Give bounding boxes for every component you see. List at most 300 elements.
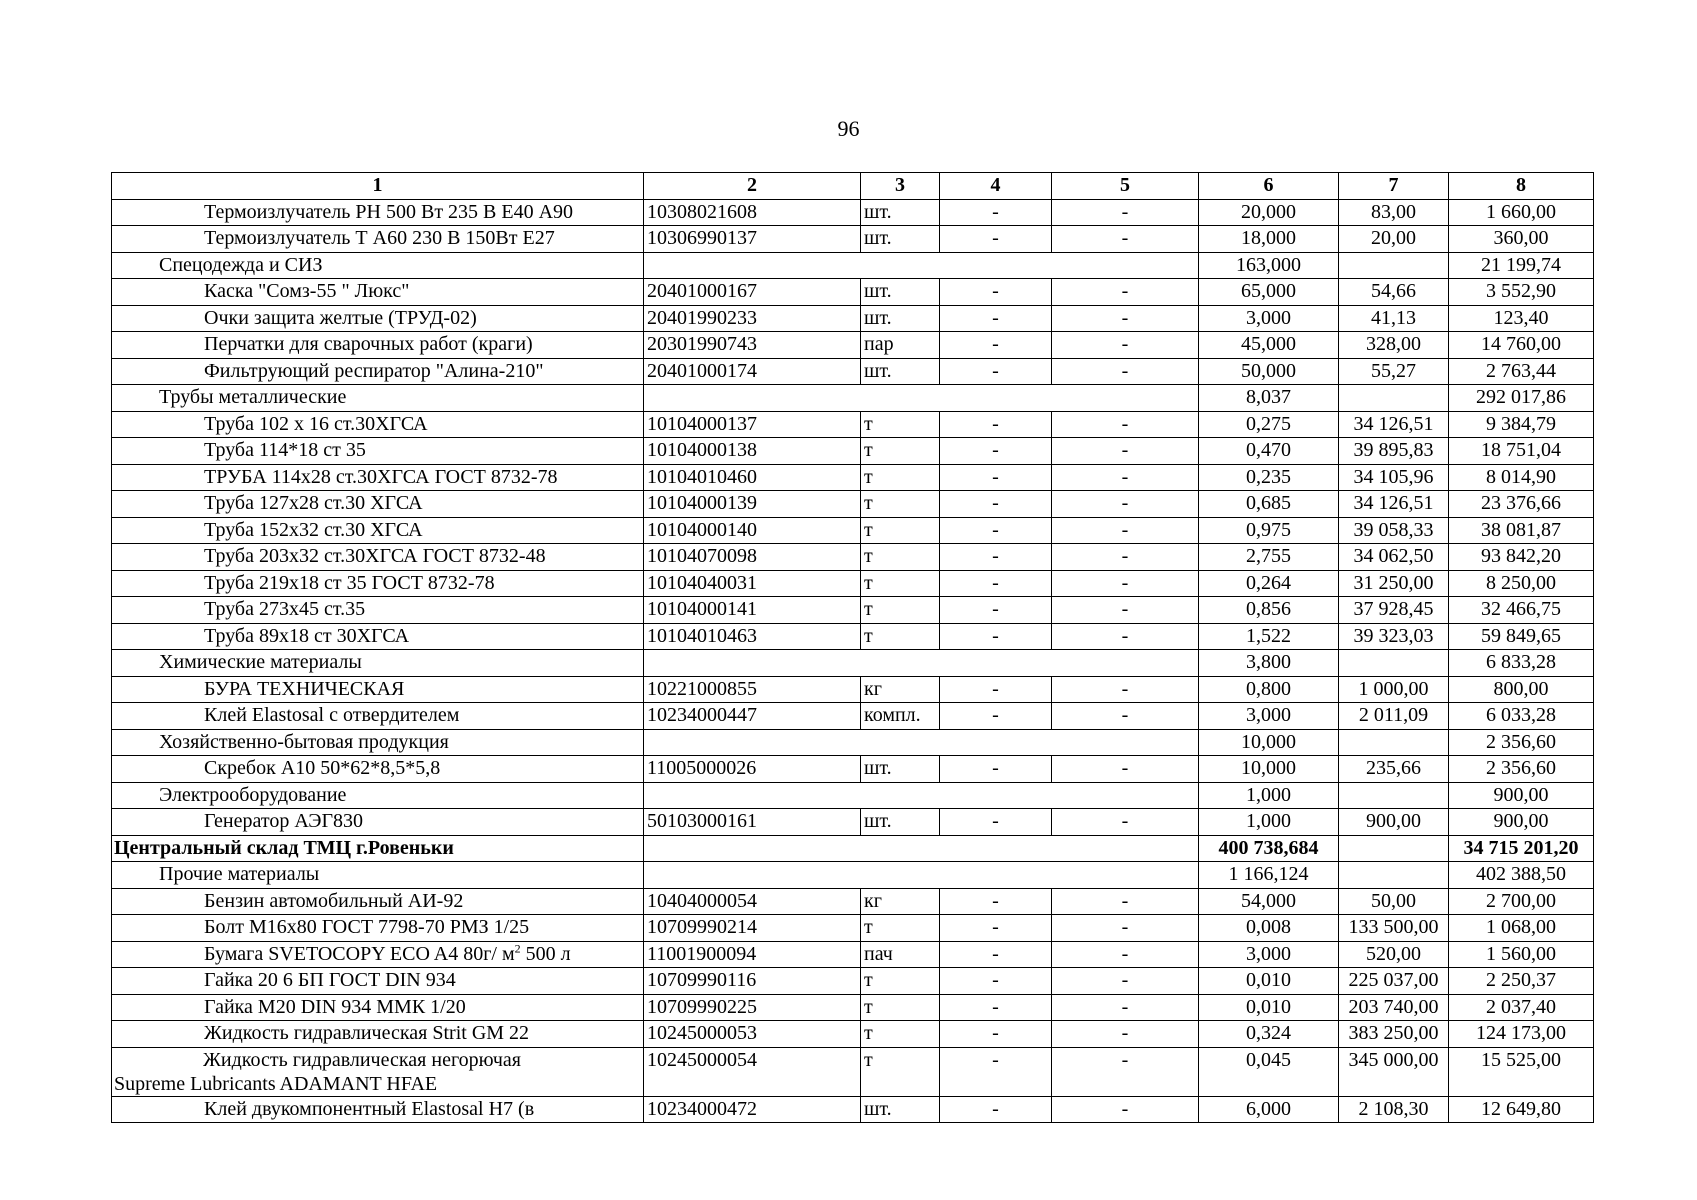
col5-cell: - [1052, 994, 1199, 1021]
item-name-cell: Термоизлучатель РН 500 Вт 235 В Е40 А90 [112, 199, 644, 226]
price-cell [1339, 252, 1449, 279]
group-row [112, 729, 1594, 756]
col5-cell: - [1052, 1021, 1199, 1048]
item-name-cell [112, 941, 644, 968]
sum-cell: 59 849,65 [1449, 623, 1594, 650]
col4-cell: - [940, 570, 1052, 597]
column-header: 7 [1339, 173, 1449, 200]
group-row [112, 385, 1594, 412]
price-cell: 39 058,33 [1339, 517, 1449, 544]
item-code-cell: 10104010463 [644, 623, 861, 650]
item-name-cell: Труба 273х45 ст.35 [112, 597, 644, 624]
sum-cell: 32 466,75 [1449, 597, 1594, 624]
col4-cell: - [940, 968, 1052, 995]
sum-cell: 2 356,60 [1449, 729, 1594, 756]
unit-cell: т [861, 597, 940, 624]
sum-cell: 2 700,00 [1449, 888, 1594, 915]
unit-cell: т [861, 544, 940, 571]
table-header-row [112, 173, 1594, 200]
col5-cell: - [1052, 756, 1199, 783]
item-code-cell: 20301990743 [644, 332, 861, 359]
table-row [112, 703, 1594, 730]
table-row [112, 623, 1594, 650]
sum-cell: 3 552,90 [1449, 279, 1594, 306]
price-cell: 1 000,00 [1339, 676, 1449, 703]
table-row [112, 491, 1594, 518]
column-header: 3 [861, 173, 940, 200]
qty-cell: 65,000 [1199, 279, 1339, 306]
price-cell: 383 250,00 [1339, 1021, 1449, 1048]
item-name-cell: Жидкость гидравлическая Strit GM 22 [112, 1021, 644, 1048]
qty-cell: 0,010 [1199, 994, 1339, 1021]
col4-cell: - [940, 279, 1052, 306]
sum-cell: 124 173,00 [1449, 1021, 1594, 1048]
sum-cell: 38 081,87 [1449, 517, 1594, 544]
table-row [112, 941, 1594, 968]
table-row [112, 915, 1594, 942]
col4-cell: - [940, 411, 1052, 438]
column-header: 6 [1199, 173, 1339, 200]
qty-cell: 0,324 [1199, 1021, 1339, 1048]
qty-cell: 20,000 [1199, 199, 1339, 226]
unit-cell: шт. [861, 279, 940, 306]
unit-cell: т [861, 411, 940, 438]
qty-cell: 2,755 [1199, 544, 1339, 571]
item-name-cell: Клей Elastosal с отвердителем [112, 703, 644, 730]
sum-cell: 6 033,28 [1449, 703, 1594, 730]
item-name-cell: Клей двукомпонентный Elastosal H7 (в [112, 1096, 644, 1123]
qty-cell: 0,800 [1199, 676, 1339, 703]
price-cell: 34 126,51 [1339, 491, 1449, 518]
price-cell: 520,00 [1339, 941, 1449, 968]
qty-cell: 3,000 [1199, 941, 1339, 968]
price-cell [1339, 862, 1449, 889]
price-cell: 2 011,09 [1339, 703, 1449, 730]
item-name-cell: БУРА ТЕХНИЧЕСКАЯ [112, 676, 644, 703]
column-header: 5 [1052, 173, 1199, 200]
qty-cell: 18,000 [1199, 226, 1339, 253]
unit-cell: шт. [861, 756, 940, 783]
unit-cell: шт. [861, 809, 940, 836]
sum-cell: 6 833,28 [1449, 650, 1594, 677]
item-code-cell: 10104000139 [644, 491, 861, 518]
col5-cell: - [1052, 279, 1199, 306]
item-name-cell: Бензин автомобильный АИ-92 [112, 888, 644, 915]
group-row [112, 782, 1594, 809]
unit-cell: пач [861, 941, 940, 968]
col5-cell: - [1052, 411, 1199, 438]
sum-cell: 2 763,44 [1449, 358, 1594, 385]
price-cell: 2 108,30 [1339, 1096, 1449, 1123]
sum-cell: 123,40 [1449, 305, 1594, 332]
item-code-cell: 20401000174 [644, 358, 861, 385]
col4-cell: - [940, 597, 1052, 624]
group-empty-cell [644, 862, 1199, 889]
sum-cell: 402 388,50 [1449, 862, 1594, 889]
price-cell: 50,00 [1339, 888, 1449, 915]
item-name-cell: Труба 102 х 16 ст.30ХГСА [112, 411, 644, 438]
item-name-cell: Термоизлучатель Т А60 230 В 150Вт Е27 [112, 226, 644, 253]
item-name-cell: Труба 114*18 ст 35 [112, 438, 644, 465]
qty-cell: 0,045 [1199, 1047, 1339, 1096]
qty-cell: 1,000 [1199, 809, 1339, 836]
unit-cell: шт. [861, 199, 940, 226]
col5-cell: - [1052, 517, 1199, 544]
unit-cell: т [861, 968, 940, 995]
col4-cell: - [940, 199, 1052, 226]
table-row [112, 597, 1594, 624]
col4-cell: - [940, 676, 1052, 703]
col5-cell: - [1052, 491, 1199, 518]
col4-cell: - [940, 756, 1052, 783]
item-code-cell: 10104010460 [644, 464, 861, 491]
item-code-cell: 20401990233 [644, 305, 861, 332]
sum-cell: 8 014,90 [1449, 464, 1594, 491]
sum-cell: 360,00 [1449, 226, 1594, 253]
unit-cell: компл. [861, 703, 940, 730]
group-row [112, 862, 1594, 889]
qty-cell: 0,008 [1199, 915, 1339, 942]
unit-cell: т [861, 517, 940, 544]
sum-cell: 9 384,79 [1449, 411, 1594, 438]
item-code-cell: 11001900094 [644, 941, 861, 968]
item-name-cell: Фильтрующий респиратор "Алина-210" [112, 358, 644, 385]
qty-cell: 10,000 [1199, 756, 1339, 783]
item-code-cell: 10308021608 [644, 199, 861, 226]
group-name-cell: Трубы металлические [112, 385, 644, 412]
qty-cell: 6,000 [1199, 1096, 1339, 1123]
item-code-cell: 11005000026 [644, 756, 861, 783]
item-name-line2: Supreme Lubricants ADAMANT HFAE [114, 1072, 438, 1095]
table-row [112, 544, 1594, 571]
price-cell: 41,13 [1339, 305, 1449, 332]
item-name-cell: Генератор АЭГ830 [112, 809, 644, 836]
item-name-cell: Перчатки для сварочных работ (краги) [112, 332, 644, 359]
item-name-cell: Болт М16х80 ГОСТ 7798-70 РМЗ 1/25 [112, 915, 644, 942]
sum-cell: 2 356,60 [1449, 756, 1594, 783]
sum-cell: 900,00 [1449, 782, 1594, 809]
sum-cell: 12 649,80 [1449, 1096, 1594, 1123]
col4-cell: - [940, 491, 1052, 518]
col4-cell: - [940, 544, 1052, 571]
col4-cell: - [940, 1096, 1052, 1123]
col5-cell: - [1052, 809, 1199, 836]
col4-cell: - [940, 1021, 1052, 1048]
price-cell: 203 740,00 [1339, 994, 1449, 1021]
col5-cell: - [1052, 1047, 1199, 1096]
col4-cell: - [940, 226, 1052, 253]
col5-cell: - [1052, 968, 1199, 995]
unit-cell: пар [861, 332, 940, 359]
item-code-cell: 10221000855 [644, 676, 861, 703]
qty-cell: 54,000 [1199, 888, 1339, 915]
item-code-cell: 10104000140 [644, 517, 861, 544]
sum-cell: 2 037,40 [1449, 994, 1594, 1021]
col5-cell: - [1052, 623, 1199, 650]
item-name-cell [112, 1047, 644, 1096]
price-cell: 225 037,00 [1339, 968, 1449, 995]
qty-cell: 8,037 [1199, 385, 1339, 412]
qty-cell: 0,235 [1199, 464, 1339, 491]
item-name-cell: Гайка М20 DIN 934 ММК 1/20 [112, 994, 644, 1021]
qty-cell: 1,522 [1199, 623, 1339, 650]
sum-cell: 21 199,74 [1449, 252, 1594, 279]
col5-cell: - [1052, 438, 1199, 465]
qty-cell: 163,000 [1199, 252, 1339, 279]
col4-cell: - [940, 358, 1052, 385]
item-name-text: Бумага SVETOCOPY ECO A4 80г/ м [204, 942, 515, 965]
price-cell: 235,66 [1339, 756, 1449, 783]
qty-cell: 0,275 [1199, 411, 1339, 438]
sum-cell: 14 760,00 [1449, 332, 1594, 359]
item-code-cell: 10245000053 [644, 1021, 861, 1048]
unit-cell: т [861, 1021, 940, 1048]
qty-cell: 3,000 [1199, 703, 1339, 730]
group-empty-cell [644, 729, 1199, 756]
price-cell: 133 500,00 [1339, 915, 1449, 942]
qty-cell: 3,800 [1199, 650, 1339, 677]
price-cell: 39 895,83 [1339, 438, 1449, 465]
table-row [112, 1021, 1594, 1048]
item-name-cell: ТРУБА 114х28 ст.30ХГСА ГОСТ 8732-78 [112, 464, 644, 491]
unit-cell: кг [861, 888, 940, 915]
column-header: 8 [1449, 173, 1594, 200]
item-name-tail: 500 л [520, 942, 571, 965]
group-name-cell: Спецодежда и СИЗ [112, 252, 644, 279]
item-name-cell: Труба 127х28 ст.30 ХГСА [112, 491, 644, 518]
price-cell: 39 323,03 [1339, 623, 1449, 650]
sum-cell: 292 017,86 [1449, 385, 1594, 412]
sum-cell: 34 715 201,20 [1449, 835, 1594, 862]
table-row [112, 305, 1594, 332]
col4-cell: - [940, 994, 1052, 1021]
table-row [112, 756, 1594, 783]
item-name-cell: Труба 219х18 ст 35 ГОСТ 8732-78 [112, 570, 644, 597]
qty-cell: 1,000 [1199, 782, 1339, 809]
unit-cell: т [861, 623, 940, 650]
item-name-cell: Скребок А10 50*62*8,5*5,8 [112, 756, 644, 783]
group-row [112, 835, 1594, 862]
col5-cell: - [1052, 703, 1199, 730]
unit-cell: шт. [861, 305, 940, 332]
unit-cell: т [861, 915, 940, 942]
sum-cell: 18 751,04 [1449, 438, 1594, 465]
table-row [112, 570, 1594, 597]
table-row [112, 438, 1594, 465]
item-code-cell: 10104000137 [644, 411, 861, 438]
col5-cell: - [1052, 358, 1199, 385]
price-cell: 55,27 [1339, 358, 1449, 385]
group-empty-cell [644, 782, 1199, 809]
item-code-cell: 10245000054 [644, 1047, 861, 1096]
group-row [112, 650, 1594, 677]
col4-cell: - [940, 888, 1052, 915]
item-code-cell: 10709990116 [644, 968, 861, 995]
item-code-cell: 10234000447 [644, 703, 861, 730]
item-name-superscript: 2 [514, 941, 521, 955]
table-row [112, 226, 1594, 253]
price-cell: 328,00 [1339, 332, 1449, 359]
col5-cell: - [1052, 570, 1199, 597]
col4-cell: - [940, 915, 1052, 942]
price-cell [1339, 782, 1449, 809]
unit-cell: шт. [861, 358, 940, 385]
col5-cell: - [1052, 199, 1199, 226]
col5-cell: - [1052, 1096, 1199, 1123]
table-row [112, 888, 1594, 915]
group-name-cell: Химические материалы [112, 650, 644, 677]
column-header: 2 [644, 173, 861, 200]
sum-cell: 23 376,66 [1449, 491, 1594, 518]
unit-cell: т [861, 570, 940, 597]
table-row [112, 464, 1594, 491]
col5-cell: - [1052, 305, 1199, 332]
col5-cell: - [1052, 332, 1199, 359]
price-cell: 900,00 [1339, 809, 1449, 836]
table-row [112, 199, 1594, 226]
table-row [112, 517, 1594, 544]
group-empty-cell [644, 252, 1199, 279]
unit-cell: т [861, 994, 940, 1021]
price-cell: 20,00 [1339, 226, 1449, 253]
col5-cell: - [1052, 464, 1199, 491]
col4-cell: - [940, 464, 1052, 491]
qty-cell: 1 166,124 [1199, 862, 1339, 889]
item-code-cell: 10104000138 [644, 438, 861, 465]
qty-cell: 0,685 [1199, 491, 1339, 518]
qty-cell: 3,000 [1199, 305, 1339, 332]
sum-cell: 2 250,37 [1449, 968, 1594, 995]
table-row [112, 676, 1594, 703]
item-name-cell: Очки защита желтые (ТРУД-02) [112, 305, 644, 332]
qty-cell: 50,000 [1199, 358, 1339, 385]
qty-cell: 10,000 [1199, 729, 1339, 756]
unit-cell: кг [861, 676, 940, 703]
item-name-cell: Труба 152х32 ст.30 ХГСА [112, 517, 644, 544]
sum-cell: 800,00 [1449, 676, 1594, 703]
item-name-cell: Гайка 20 6 БП ГОСТ DIN 934 [112, 968, 644, 995]
unit-cell: т [861, 464, 940, 491]
item-code-cell: 10104070098 [644, 544, 861, 571]
price-cell: 31 250,00 [1339, 570, 1449, 597]
unit-cell: шт. [861, 1096, 940, 1123]
item-code-cell: 10234000472 [644, 1096, 861, 1123]
price-cell [1339, 729, 1449, 756]
col4-cell: - [940, 517, 1052, 544]
sum-cell: 8 250,00 [1449, 570, 1594, 597]
table-row [112, 1096, 1594, 1123]
col5-cell: - [1052, 941, 1199, 968]
price-cell: 54,66 [1339, 279, 1449, 306]
qty-cell: 0,856 [1199, 597, 1339, 624]
qty-cell: 0,010 [1199, 968, 1339, 995]
column-header: 1 [112, 173, 644, 200]
col4-cell: - [940, 305, 1052, 332]
qty-cell: 45,000 [1199, 332, 1339, 359]
item-name-cell: Труба 89х18 ст 30ХГСА [112, 623, 644, 650]
item-code-cell: 10709990214 [644, 915, 861, 942]
group-name-cell: Хозяйственно-бытовая продукция [112, 729, 644, 756]
table-row [112, 358, 1594, 385]
col4-cell: - [940, 941, 1052, 968]
unit-cell: шт. [861, 226, 940, 253]
col4-cell: - [940, 1047, 1052, 1096]
group-name-cell: Прочие материалы [112, 862, 644, 889]
price-cell: 34 105,96 [1339, 464, 1449, 491]
group-empty-cell [644, 385, 1199, 412]
unit-cell: т [861, 491, 940, 518]
col5-cell: - [1052, 888, 1199, 915]
item-code-cell: 20401000167 [644, 279, 861, 306]
price-cell: 345 000,00 [1339, 1047, 1449, 1096]
group-name-cell: Центральный склад ТМЦ г.Ровеньки [112, 835, 644, 862]
item-name-cell: Труба 203х32 ст.30ХГСА ГОСТ 8732-48 [112, 544, 644, 571]
col5-cell: - [1052, 915, 1199, 942]
item-code-cell: 10104040031 [644, 570, 861, 597]
sum-cell: 900,00 [1449, 809, 1594, 836]
price-cell [1339, 650, 1449, 677]
sum-cell: 1 068,00 [1449, 915, 1594, 942]
price-cell: 34 062,50 [1339, 544, 1449, 571]
item-code-cell: 10404000054 [644, 888, 861, 915]
group-name-cell: Электрооборудование [112, 782, 644, 809]
col5-cell: - [1052, 226, 1199, 253]
item-code-cell: 50103000161 [644, 809, 861, 836]
column-header: 4 [940, 173, 1052, 200]
sum-cell: 93 842,20 [1449, 544, 1594, 571]
qty-cell: 0,975 [1199, 517, 1339, 544]
group-row [112, 252, 1594, 279]
unit-cell: т [861, 438, 940, 465]
qty-cell: 0,470 [1199, 438, 1339, 465]
col4-cell: - [940, 809, 1052, 836]
page-number: 96 [837, 116, 860, 141]
col5-cell: - [1052, 544, 1199, 571]
table-row [112, 411, 1594, 438]
unit-cell: т [861, 1047, 940, 1096]
item-code-cell: 10104000141 [644, 597, 861, 624]
sum-cell: 1 660,00 [1449, 199, 1594, 226]
price-cell [1339, 385, 1449, 412]
col5-cell: - [1052, 597, 1199, 624]
price-cell: 83,00 [1339, 199, 1449, 226]
sum-cell: 1 560,00 [1449, 941, 1594, 968]
item-name-cell: Каска "Сомз-55 " Люкс" [112, 279, 644, 306]
col4-cell: - [940, 703, 1052, 730]
col4-cell: - [940, 332, 1052, 359]
table-row [112, 279, 1594, 306]
table-row [112, 809, 1594, 836]
col5-cell: - [1052, 676, 1199, 703]
table-row [112, 968, 1594, 995]
group-empty-cell [644, 650, 1199, 677]
qty-cell: 0,264 [1199, 570, 1339, 597]
item-code-cell: 10306990137 [644, 226, 861, 253]
price-cell: 37 928,45 [1339, 597, 1449, 624]
price-cell: 34 126,51 [1339, 411, 1449, 438]
table-body [112, 199, 1594, 1123]
price-cell [1339, 835, 1449, 862]
col4-cell: - [940, 623, 1052, 650]
sum-cell: 15 525,00 [1449, 1047, 1594, 1096]
table-row [112, 332, 1594, 359]
inventory-table [111, 172, 1594, 1123]
item-code-cell: 10709990225 [644, 994, 861, 1021]
item-name-line1: Жидкость гидравлическая негорючая [203, 1048, 521, 1071]
table-row [112, 1047, 1594, 1096]
col4-cell: - [940, 438, 1052, 465]
qty-cell: 400 738,684 [1199, 835, 1339, 862]
